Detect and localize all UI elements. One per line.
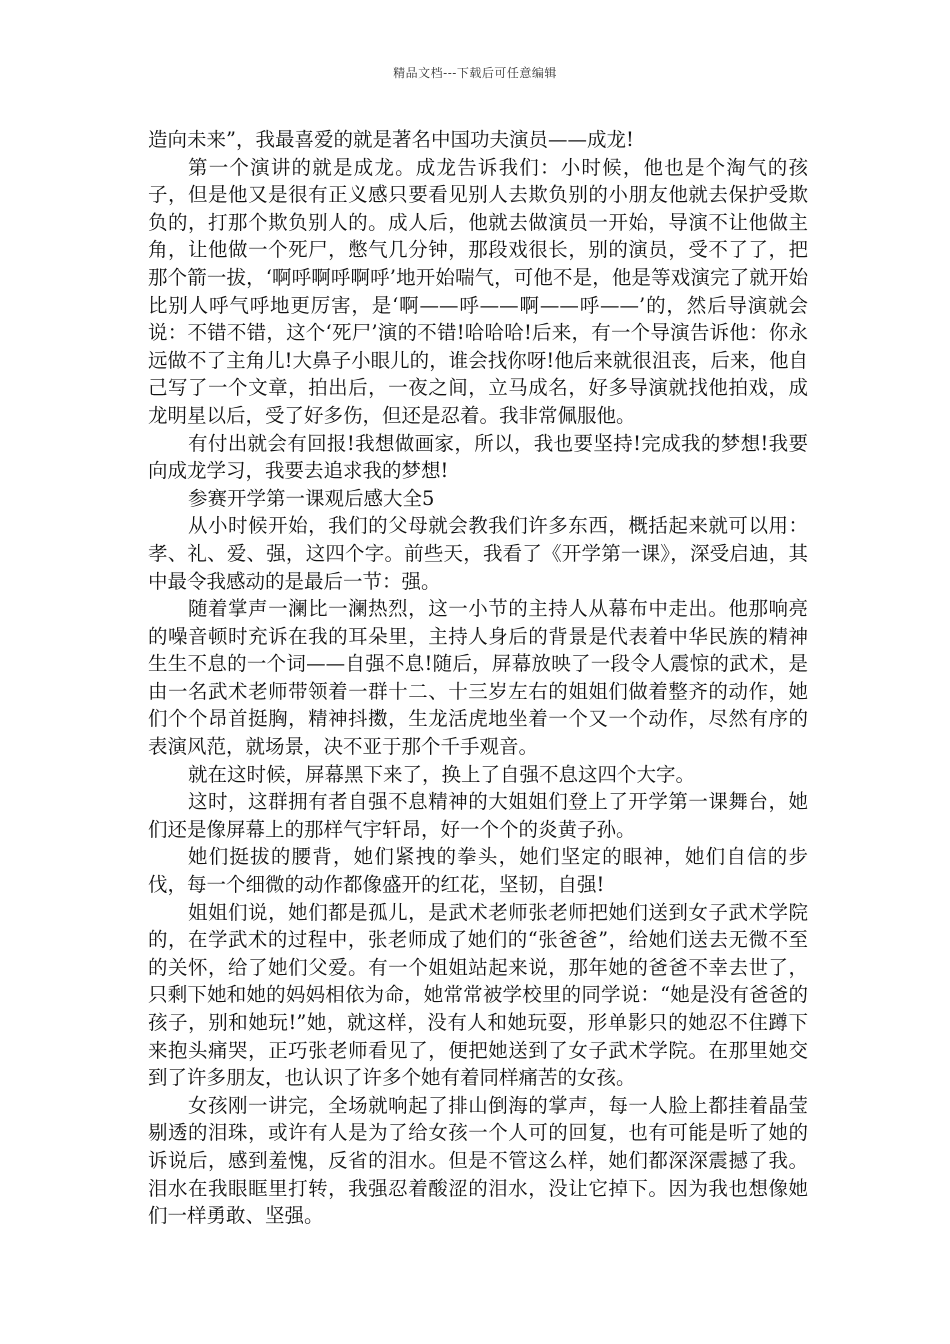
paragraph: 她们挺拔的腰背，她们紧拽的拳头，她们坚定的眼神，她们自信的步伐，每一个细微的动作都像盛开的红花，坚韧，自强! <box>148 845 808 897</box>
paragraph: 第一个演讲的就是成龙。成龙告诉我们：小时候，他也是个淘气的孩子，但是他又是很有正义感只要看见别人去欺负别的小朋友他就去保护受欺负的，打那个欺负别人的。成人后，他就去做演员一开始，导演不让他做主角，让他做一个死尸，憋气几分钟，那段戏很长，别的演员，受不了了，把那个箭一拔，‘啊呼啊呼啊呼’地开始喘气，可他不是，他是等戏演完了就开始比别人呼气呼地更厉害，是‘啊——呼——啊——呼——’的，然后导演就会说：不错不错，这个‘死尸’演的不错!哈哈哈!后来，有一个导演告诉他：你永远做不了主角儿!大鼻子小眼儿的，谁会找你呀!他后来就很沮丧，后来，他自己写了一个文章，拍出后，一夜之间，立马成名，好多导演就找他拍戏，成龙明星以后，受了好多伤，但还是忍着。我非常佩服他。 <box>148 155 808 427</box>
document-body <box>148 126 808 1230</box>
paragraph: 随着掌声一澜比一澜热烈，这一小节的主持人从幕布中走出。他那响亮的噪音顿时充诉在我的耳朵里，主持人身后的背景是代表着中华民族的精神生生不息的一个词——自强不息!随后，屏幕放映了一段令人震惊的武术，是由一名武术老师带领着一群十二、十三岁左右的姐姐们做着整齐的动作，她们个个昂首挺胸，精神抖擞，生龙活虎地坐着一个又一个动作，尽然有序的表演风范，就场景，决不亚于那个千手观音。 <box>148 597 808 759</box>
paragraph: 有付出就会有回报!我想做画家，所以，我也要坚持!完成我的梦想!我要向成龙学习，我要去追求我的梦想! <box>148 431 808 483</box>
paragraph: 造向未来”，我最喜爱的就是著名中国功夫演员——成龙! <box>148 128 634 151</box>
paragraph: 女孩刚一讲完，全场就响起了排山倒海的掌声，每一人脸上都挂着晶莹剔透的泪珠，或许有人是为了给女孩一个人可的回复，也有可能是听了她的诉说后，感到羞愧，反省的泪水。但是不管这么样，她们都深深震撼了我。泪水在我眼眶里打转，我强忍着酸涩的泪水，没让它掉下。因为我也想像她们一样勇敢、坚强。 <box>148 1093 808 1228</box>
section-heading: 参赛开学第一课观后感大全5 <box>188 486 435 510</box>
page-header: 精品文档---下载后可任意编辑 <box>393 66 557 80</box>
paragraph: 姐姐们说，她们都是孤儿，是武术老师张老师把她们送到女子武术学院的，在学武术的过程中，张老师成了她们的“张爸爸”，给她们送去无微不至的关怀，给了她们父爱。有一个姐姐站起来说，那年她的爸爸不幸去世了，只剩下她和她的妈妈相依为命，她常常被学校里的同学说：“她是没有爸爸的孩子，别和她玩!”她，就这样，没有人和她玩耍，形单影只的她忍不住蹲下来抱头痛哭，正巧张老师看见了，便把她送到了女子武术学院。在那里她交到了许多朋友，也认识了许多个她有着同样痛苦的女孩。 <box>148 900 808 1090</box>
paragraph: 就在这时候，屏幕黑下来了，换上了自强不息这四个大字。 <box>188 762 696 786</box>
paragraph: 这时，这群拥有者自强不息精神的大姐姐们登上了开学第一课舞台，她们还是像屏幕上的那样气宇轩昂，好一个个的炎黄子孙。 <box>148 790 808 841</box>
paragraph: 从小时候开始，我们的父母就会教我们许多东西，概括起来就可以用：孝、礼、爱、强，这四个字。前些天，我看了《开学第一课》，深受启迪，其中最令我感动的是最后一节：强。 <box>148 514 808 593</box>
